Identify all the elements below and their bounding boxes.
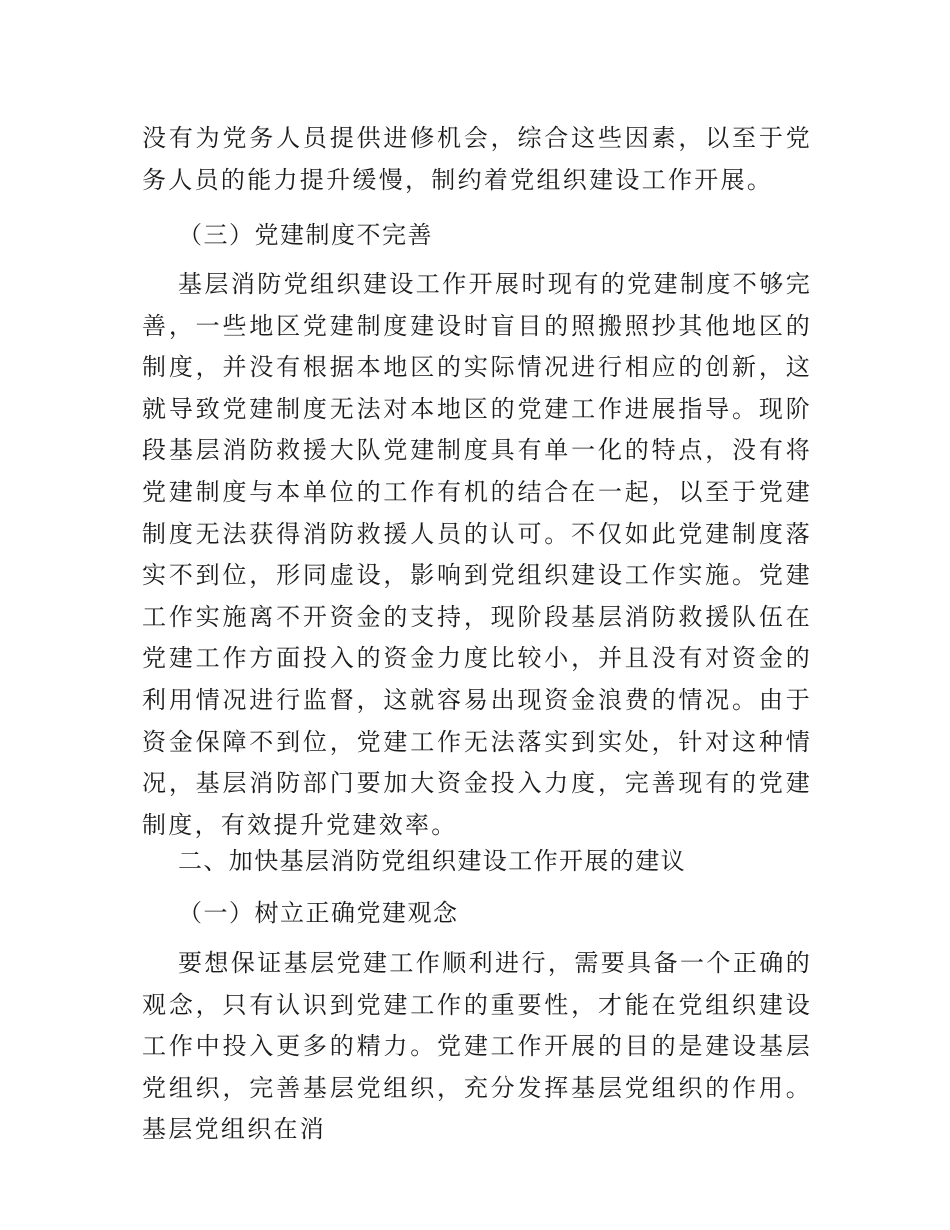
body-paragraph: 要想保证基层党建工作顺利进行，需要具备一个正确的观念，只有认识到党建工作的重要性，才能在党组织建设工作中投入更多的精力。党建工作开展的目的是建设基层党组织，完善基层党组织，充分发挥基层党组织的作用。基层党组织在消 bbox=[142, 949, 812, 1144]
chapter-heading: 二、加快基层消防党组织建设工作开展的建议 bbox=[178, 847, 686, 875]
section-heading: （一）树立正确党建观念 bbox=[178, 899, 459, 927]
body-paragraph: 没有为党务人员提供进修机会，综合这些因素，以至于党务人员的能力提升缓慢，制约着党组织建设工作开展。 bbox=[142, 124, 812, 194]
section-heading: （三）党建制度不完善 bbox=[178, 221, 433, 249]
body-paragraph: 基层消防党组织建设工作开展时现有的党建制度不够完善，一些地区党建制度建设时盲目的照搬照抄其他地区的制度，并没有根据本地区的实际情况进行相应的创新，这就导致党建制度无法对本地区的党建工作进展指导。现阶段基层消防救援大队党建制度具有单一化的特点，没有将党建制度与本单位的工作有机的结合在一起，以至于党建制度无法获得消防救援人员的认可。不仅如此党建制度落实不到位，形同虚设，影响到党组织建设工作实施。党建工作实施离不开资金的支持，现阶段基层消防救援队伍在党建工作方面投入的资金力度比较小，并且没有对资金的利用情况进行监督，这就容易出现资金浪费的情况。由于资金保障不到位，党建工作无法落实到实处，针对这种情况，基层消防部门要加大资金投入力度，完善现有的党建制度，有效提升党建效率。 bbox=[142, 270, 812, 839]
